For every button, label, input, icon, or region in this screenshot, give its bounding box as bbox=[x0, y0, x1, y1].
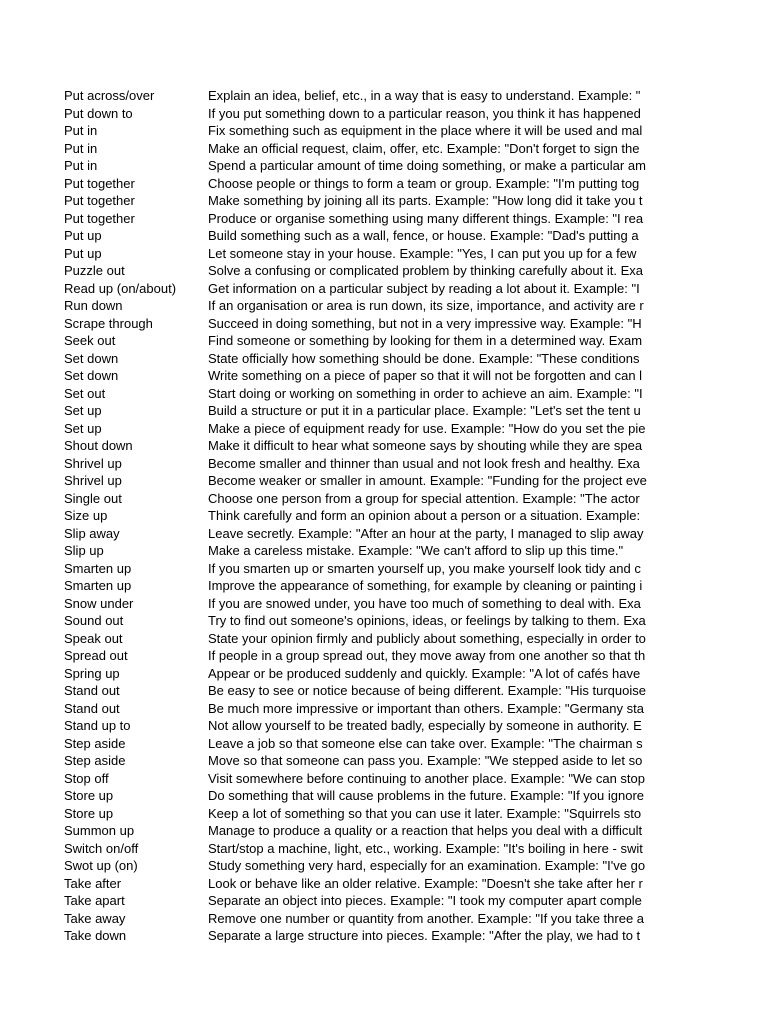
table-row bbox=[64, 437, 670, 455]
table-row bbox=[64, 682, 670, 700]
phrasal-verb-definition: Do something that will cause problems in the future. Example: "If you ignore bbox=[208, 788, 645, 803]
table-row bbox=[64, 472, 670, 490]
phrasal-verb-definition: Move so that someone can pass you. Example: "We stepped aside to let so bbox=[208, 753, 643, 768]
phrasal-verb-term: Smarten up bbox=[64, 560, 132, 576]
phrasal-verb-definition: Visit somewhere before continuing to another place. Example: "We can stop bbox=[208, 770, 645, 786]
phrasal-verb-definition: Study something very hard, especially for an examination. Example: "I've go bbox=[208, 858, 646, 873]
table-row bbox=[64, 332, 670, 350]
phrasal-verb-term: Size up bbox=[64, 508, 108, 523]
table-row bbox=[64, 315, 670, 333]
phrasal-verb-definition: If an organisation or area is run down, its size, importance, and activity are r bbox=[208, 298, 644, 313]
phrasal-verb-term: Take down bbox=[64, 928, 127, 943]
phrasal-verb-term: Swot up (on) bbox=[64, 858, 138, 873]
phrasal-verb-definition: Build a structure or put it in a particular place. Example: "Let's set the tent u bbox=[208, 403, 641, 418]
phrasal-verb-term: Stand up to bbox=[64, 718, 131, 733]
table-row bbox=[64, 280, 670, 298]
phrasal-verb-term: Store up bbox=[64, 805, 114, 821]
phrasal-verb-definition: Not allow yourself to be treated badly, especially by someone in authority. E bbox=[208, 718, 642, 733]
phrasal-verb-term: Take away bbox=[64, 910, 126, 926]
phrasal-verb-definition: Look or behave like an older relative. Example: "Doesn't she take after her r bbox=[208, 875, 643, 891]
table-row bbox=[64, 595, 670, 613]
table-row bbox=[64, 245, 670, 263]
phrasal-verb-term: Slip up bbox=[64, 543, 104, 558]
phrasal-verb-term: Spring up bbox=[64, 665, 120, 681]
table-row bbox=[64, 560, 670, 578]
phrasal-verb-term: Shout down bbox=[64, 438, 133, 453]
phrasal-verb-term: Put up bbox=[64, 228, 102, 243]
phrasal-verb-term: Run down bbox=[64, 298, 123, 313]
phrasal-verb-term: Seek out bbox=[64, 333, 116, 348]
table-row bbox=[64, 122, 670, 140]
phrasal-verb-term: Put in bbox=[64, 140, 98, 156]
phrasal-verb-term: Set up bbox=[64, 420, 102, 436]
phrasal-verb-term: Step aside bbox=[64, 735, 126, 751]
table-row bbox=[64, 105, 670, 123]
phrasal-verb-definition: Make a careless mistake. Example: "We can't afford to slip up this time." bbox=[208, 543, 624, 558]
table-row bbox=[64, 542, 670, 560]
phrasal-verb-definition: Make it difficult to hear what someone says by shouting while they are spea bbox=[208, 438, 643, 453]
table-row bbox=[64, 735, 670, 753]
phrasal-verb-definition: Make a piece of equipment ready for use. Example: "How do you set the pie bbox=[208, 420, 646, 436]
table-row bbox=[64, 910, 670, 928]
table-row bbox=[64, 192, 670, 210]
phrasal-verb-definition: Leave a job so that someone else can take over. Example: "The chairman s bbox=[208, 735, 643, 751]
table-row bbox=[64, 385, 670, 403]
phrasal-verb-term: Puzzle out bbox=[64, 263, 125, 278]
phrasal-verb-term: Put down to bbox=[64, 105, 133, 121]
table-row bbox=[64, 857, 670, 875]
table-row bbox=[64, 175, 670, 193]
phrasal-verb-term: Stand out bbox=[64, 700, 120, 716]
phrasal-verb-term: Smarten up bbox=[64, 578, 132, 593]
table-row bbox=[64, 297, 670, 315]
phrasal-verb-definition: Be easy to see or notice because of being different. Example: "His turquoise bbox=[208, 683, 646, 698]
table-row bbox=[64, 262, 670, 280]
phrasal-verb-term: Shrivel up bbox=[64, 473, 122, 488]
phrasal-verb-definition: Remove one number or quantity from another. Example: "If you take three a bbox=[208, 910, 645, 926]
phrasal-verb-table bbox=[64, 87, 670, 945]
phrasal-verb-definition: If people in a group spread out, they move away from one another so that th bbox=[208, 648, 646, 663]
phrasal-verb-definition: Separate an object into pieces. Example: "I took my computer apart comple bbox=[208, 893, 642, 908]
phrasal-verb-term: Store up bbox=[64, 788, 114, 803]
phrasal-verb-definition: State officially how something should be done. Example: "These conditions bbox=[208, 350, 640, 366]
phrasal-verb-definition: Make an official request, claim, offer, etc. Example: "Don't forget to sign the bbox=[208, 140, 640, 156]
table-row bbox=[64, 647, 670, 665]
phrasal-verb-definition: Succeed in doing something, but not in a very impressive way. Example: "H bbox=[208, 315, 642, 331]
phrasal-verb-term: Spread out bbox=[64, 648, 128, 663]
phrasal-verb-term: Put together bbox=[64, 210, 135, 226]
phrasal-verb-definition: If you smarten up or smarten yourself up, you make yourself look tidy and c bbox=[208, 560, 641, 576]
table-row bbox=[64, 787, 670, 805]
phrasal-verb-term: Set up bbox=[64, 403, 102, 418]
phrasal-verb-term: Put in bbox=[64, 123, 98, 138]
phrasal-verb-definition: Think carefully and form an opinion about a person or a situation. Example: bbox=[208, 508, 641, 523]
phrasal-verb-definition: Leave secretly. Example: "After an hour at the party, I managed to slip away bbox=[208, 525, 644, 541]
phrasal-verb-definition: Try to find out someone's opinions, ideas, or feelings by talking to them. Exa bbox=[208, 613, 646, 628]
table-row bbox=[64, 350, 670, 368]
table-row bbox=[64, 525, 670, 543]
table-row bbox=[64, 892, 670, 910]
phrasal-verb-definition: Let someone stay in your house. Example: "Yes, I can put you up for a few bbox=[208, 245, 637, 261]
phrasal-verb-definition: Get information on a particular subject by reading a lot about it. Example: "I bbox=[208, 280, 640, 296]
phrasal-verb-term: Set down bbox=[64, 350, 119, 366]
phrasal-verb-definition: Start/stop a machine, light, etc., working. Example: "It's boiling in here - swit bbox=[208, 840, 643, 856]
phrasal-verb-term: Slip away bbox=[64, 525, 120, 541]
phrasal-verb-term: Stop off bbox=[64, 770, 109, 786]
phrasal-verb-term: Take apart bbox=[64, 893, 125, 908]
phrasal-verb-term: Speak out bbox=[64, 630, 123, 646]
phrasal-verb-definition: Start doing or working on something in order to achieve an aim. Example: "I bbox=[208, 385, 643, 401]
table-row bbox=[64, 700, 670, 718]
table-row bbox=[64, 210, 670, 228]
phrasal-verb-definition: Separate a large structure into pieces. Example: "After the play, we had to t bbox=[208, 928, 641, 943]
phrasal-verb-definition: If you are snowed under, you have too much of something to deal with. Exa bbox=[208, 595, 641, 611]
table-row bbox=[64, 665, 670, 683]
phrasal-verb-term: Put in bbox=[64, 158, 98, 173]
table-row bbox=[64, 822, 670, 840]
phrasal-verb-definition: Choose people or things to form a team or group. Example: "I'm putting tog bbox=[208, 175, 640, 191]
phrasal-verb-term: Switch on/off bbox=[64, 840, 139, 856]
phrasal-verb-term: Put up bbox=[64, 245, 102, 261]
phrasal-verb-term: Scrape through bbox=[64, 315, 153, 331]
table-row bbox=[64, 87, 670, 105]
phrasal-verb-term: Put together bbox=[64, 175, 135, 191]
phrasal-verb-definition: Produce or organise something using many different things. Example: "I rea bbox=[208, 210, 644, 226]
table-row bbox=[64, 927, 670, 945]
phrasal-verb-definition: Keep a lot of something so that you can use it later. Example: "Squirrels sto bbox=[208, 805, 642, 821]
phrasal-verb-term: Summon up bbox=[64, 823, 135, 838]
table-row bbox=[64, 612, 670, 630]
phrasal-verb-definition: Build something such as a wall, fence, or house. Example: "Dad's putting a bbox=[208, 228, 639, 243]
table-row bbox=[64, 875, 670, 893]
table-row bbox=[64, 717, 670, 735]
phrasal-verb-term: Shrivel up bbox=[64, 455, 122, 471]
phrasal-verb-definition: Be much more impressive or important than others. Example: "Germany sta bbox=[208, 700, 644, 716]
table-row bbox=[64, 770, 670, 788]
phrasal-verb-term: Put together bbox=[64, 193, 135, 208]
phrasal-verb-term: Sound out bbox=[64, 613, 124, 628]
phrasal-verb-definition: Manage to produce a quality or a reaction that helps you deal with a difficult bbox=[208, 823, 643, 838]
table-row bbox=[64, 752, 670, 770]
phrasal-verb-definition: Find someone or something by looking for them in a determined way. Exam bbox=[208, 333, 643, 348]
phrasal-verb-definition: Spend a particular amount of time doing something, or make a particular am bbox=[208, 158, 646, 173]
phrasal-verb-definition: Appear or be produced suddenly and quickly. Example: "A lot of cafés have bbox=[208, 665, 641, 681]
phrasal-verb-definition: Fix something such as equipment in the place where it will be used and mal bbox=[208, 123, 643, 138]
phrasal-verb-term: Snow under bbox=[64, 595, 134, 611]
table-row bbox=[64, 507, 670, 525]
table-row bbox=[64, 455, 670, 473]
table-row bbox=[64, 140, 670, 158]
table-row bbox=[64, 840, 670, 858]
phrasal-verb-term: Read up (on/about) bbox=[64, 280, 177, 296]
phrasal-verb-term: Put across/over bbox=[64, 88, 155, 103]
table-row bbox=[64, 630, 670, 648]
table-row bbox=[64, 490, 670, 508]
phrasal-verb-definition: Write something on a piece of paper so that it will not be forgotten and can l bbox=[208, 368, 643, 383]
phrasal-verb-term: Take after bbox=[64, 875, 122, 891]
table-row bbox=[64, 367, 670, 385]
phrasal-verb-definition: Solve a confusing or complicated problem by thinking carefully about it. Exa bbox=[208, 263, 644, 278]
phrasal-verb-definition: Explain an idea, belief, etc., in a way that is easy to understand. Example: " bbox=[208, 88, 641, 103]
phrasal-verb-term: Single out bbox=[64, 490, 122, 506]
table-row bbox=[64, 157, 670, 175]
phrasal-verb-definition: Choose one person from a group for special attention. Example: "The actor bbox=[208, 490, 640, 506]
table-row bbox=[64, 577, 670, 595]
table-row bbox=[64, 805, 670, 823]
phrasal-verb-term: Set down bbox=[64, 368, 119, 383]
table-row bbox=[64, 402, 670, 420]
phrasal-verb-definition: Improve the appearance of something, for example by cleaning or painting i bbox=[208, 578, 643, 593]
phrasal-verb-term: Set out bbox=[64, 385, 106, 401]
table-row bbox=[64, 227, 670, 245]
table-row bbox=[64, 420, 670, 438]
phrasal-verb-term: Step aside bbox=[64, 753, 126, 768]
phrasal-verb-definition: Become weaker or smaller in amount. Example: "Funding for the project eve bbox=[208, 473, 647, 488]
phrasal-verb-definition: Make something by joining all its parts. Example: "How long did it take you t bbox=[208, 193, 643, 208]
phrasal-verb-term: Stand out bbox=[64, 683, 120, 698]
phrasal-verb-definition: Become smaller and thinner than usual and not look fresh and healthy. Exa bbox=[208, 455, 640, 471]
phrasal-verb-definition: If you put something down to a particular reason, you think it has happened bbox=[208, 105, 641, 121]
phrasal-verb-definition: State your opinion firmly and publicly about something, especially in order to bbox=[208, 630, 646, 646]
